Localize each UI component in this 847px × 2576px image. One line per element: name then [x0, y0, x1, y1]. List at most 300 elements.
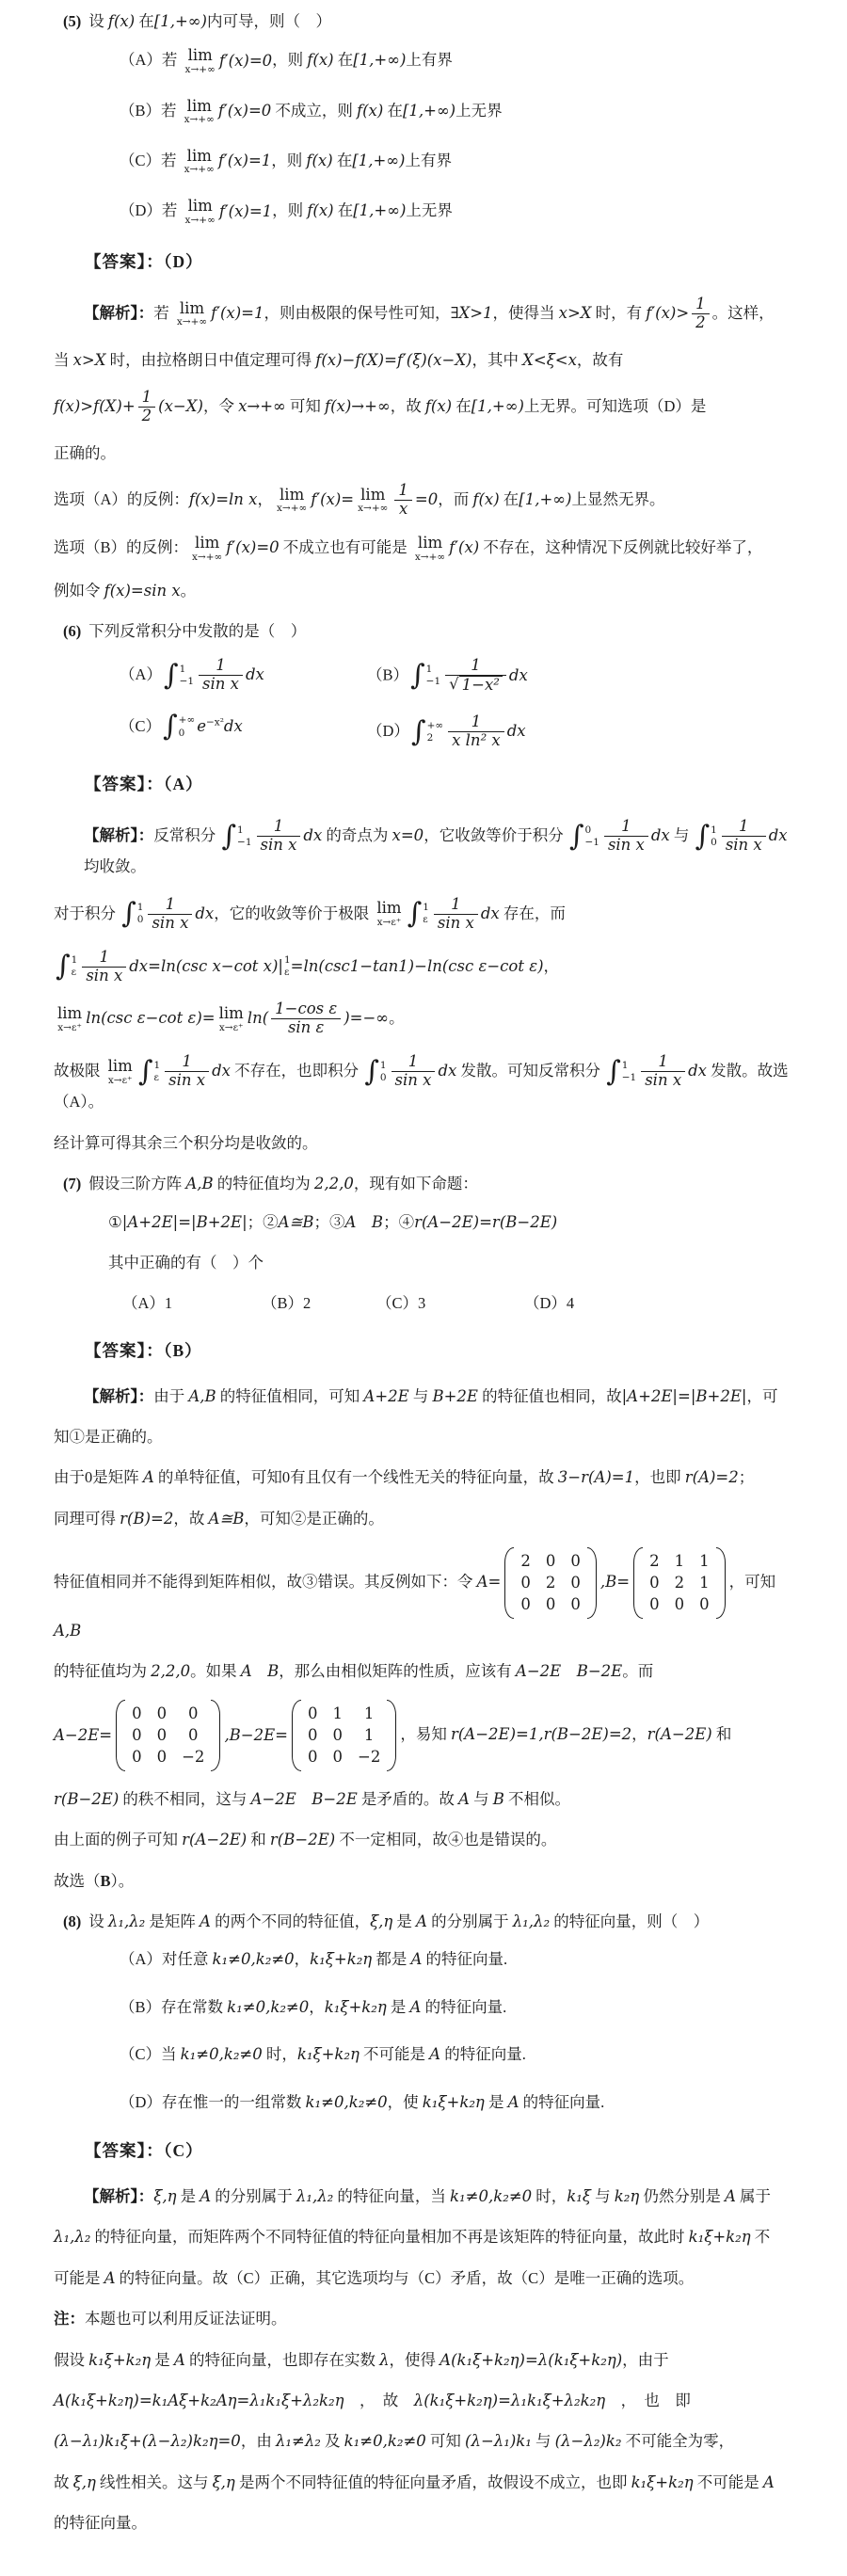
text-run: 上无界 [406, 201, 453, 220]
solution-paragraph [54, 2184, 800, 2209]
math-fraction: $\frac{1}{\text{sin x}}$ [148, 896, 192, 933]
math-limit: lim x→+∞ [184, 147, 215, 176]
matrix-cell: 0 [649, 1594, 660, 1613]
math-run: f(x)>f(X)+ $\frac{1}{2}$ (x−X) [54, 388, 203, 424]
math-run: [1,+∞) [353, 201, 407, 220]
left-paren [292, 1700, 301, 1770]
text-run: 均收敛。 [84, 857, 146, 876]
text-run: ；③ [313, 1212, 345, 1231]
matrix-cell: 2 [545, 1574, 556, 1592]
solution-paragraph [54, 1869, 800, 1894]
math-limit: lim x→+∞ [184, 96, 215, 126]
text-run: 上有界 [405, 152, 452, 170]
math-run: k₁≠0,k₂≠0 [227, 1997, 310, 2016]
math-run: λ [379, 2350, 390, 2369]
options-row [54, 1291, 800, 1316]
options-row [54, 657, 800, 695]
text-run: ， [294, 1950, 311, 1969]
math-integral: ∫ 1 ε [407, 896, 429, 930]
math-run: f(x) [472, 490, 500, 509]
option-item [367, 713, 615, 750]
math-fraction: $\frac{1}{\text{sin x}}$ [392, 1053, 436, 1090]
option-item [120, 710, 367, 750]
solution-paragraph [54, 2266, 800, 2291]
text-run: （C）3 [376, 1294, 426, 1313]
math-integral: ∫ +∞ 2 [410, 714, 444, 748]
integral-sign: ∫ [56, 949, 71, 983]
math-limit: lim x→ε⁺ [218, 1004, 244, 1033]
question-line [54, 1172, 800, 1196]
math-run: [1,+∞) [353, 51, 407, 70]
text-run: 时， [532, 2186, 567, 2205]
math-integral: ∫ 0 −1 [568, 819, 599, 853]
solution-paragraph [54, 2389, 800, 2413]
math-run: A−2E= 0 0 0 0 0 0 0 0 −2 ,B−2E= 0 1 1 0 0 1 0 0 −2 [54, 1726, 400, 1744]
math-limit: lim x→ε⁺ [107, 1057, 133, 1086]
text-run: 的特征向量. [422, 1950, 508, 1969]
math-run: ξ,η [212, 2472, 235, 2491]
text-run: 属于 [735, 2186, 772, 2205]
option-item [54, 47, 800, 74]
matrix-cell: 0 [308, 1704, 318, 1723]
text-run: 在 [332, 152, 353, 170]
text-run: （A）对任意 [120, 1950, 213, 1969]
solution-paragraph [54, 1700, 800, 1770]
math-run: [1,+∞) [153, 12, 207, 30]
matrix [504, 1547, 597, 1618]
text-run: （B）若 [120, 101, 181, 120]
math-fraction: $\frac{1}{2}$ [138, 389, 156, 425]
math-run: x>X [558, 303, 592, 322]
text-run: （D）若 [120, 201, 182, 220]
text-run: 内可导，则（ ） [206, 12, 331, 30]
text-run: ，而 [438, 490, 473, 509]
text-run: ，其中 [471, 350, 523, 369]
matrix-cell: 0 [649, 1574, 660, 1592]
math-run: k₁ξ+k₂η [88, 2350, 152, 2369]
solution-paragraph [54, 2225, 800, 2249]
options-row [54, 710, 800, 750]
text-run: 的特征向量，则（ ） [550, 1912, 710, 1930]
text-run: 上无界 [455, 101, 503, 120]
text-run: ，使得 [389, 2350, 440, 2369]
text-run: 。这样， [711, 303, 775, 322]
solution-paragraph [54, 2511, 800, 2536]
math-run: k₁≠0,k₂≠0 [450, 2186, 533, 2205]
text-run: 在 [499, 490, 519, 509]
math-run: x→+∞ [238, 397, 286, 415]
math-run: f(x)=ln x [188, 490, 258, 509]
math-fraction: $\frac{1}{\text{x ln² x}}$ [448, 713, 504, 750]
text-run: 的分别属于 [426, 1912, 513, 1930]
text-run: (8) 设 [63, 1912, 108, 1930]
option-item [524, 1291, 574, 1316]
text-run: 知①是正确的。 [54, 1428, 163, 1447]
math-run: A(k₁ξ+k₂η)=λ(k₁ξ+k₂η) [439, 2350, 623, 2369]
text-run: 正确的。 [54, 443, 116, 462]
solution-paragraph [54, 1659, 800, 1684]
math-run: r(A−2E) [182, 1831, 248, 1849]
math-run: k₁ξ+k₂η [296, 2045, 360, 2064]
math-run: f(x) [307, 51, 334, 70]
math-run: A [410, 1950, 423, 1969]
text-run: 假设 [54, 2350, 89, 2369]
math-run: B+2E [432, 1386, 478, 1405]
text-run: 【解析】： [84, 2186, 154, 2205]
text-run: （D）4 [524, 1294, 575, 1313]
math-limit: lim x→+∞ [277, 486, 308, 515]
text-run: 可知 [285, 397, 326, 415]
math-run: A,B [185, 1175, 214, 1193]
text-run: ，由 [240, 2432, 276, 2451]
math-run: A B [344, 1212, 384, 1231]
math-integral: ∫ 1 0 [121, 896, 144, 930]
math-run: ∫ +∞ 2 $\frac{1}{\text{x ln² x}}$ dx [410, 712, 526, 750]
math-run: x>X [72, 350, 106, 369]
text-run: 不可能是 [693, 2472, 763, 2491]
math-run: A [762, 2472, 775, 2491]
math-run: (λ−λ₁)k₁ξ+(λ−λ₂)k₂η=0 [54, 2432, 241, 2451]
text-run: 由上面的例子可知 [54, 1831, 183, 1849]
integral-sign: ∫ [410, 714, 426, 748]
text-run: (5) 设 [63, 12, 108, 30]
text-run: （B）存在常数 [120, 1997, 228, 2016]
math-fraction: $\frac{1}{2}$ [692, 296, 710, 332]
matrix-cell: 2 [674, 1574, 685, 1592]
math-run: f(x)→+∞ [325, 397, 391, 415]
integral-sign: ∫ [163, 658, 179, 692]
matrix [116, 1700, 220, 1770]
matrix-cell: 0 [132, 1748, 142, 1767]
solution-paragraph [54, 579, 800, 603]
right-paren [716, 1547, 726, 1618]
math-run: ∫ 1 −1 $\frac{1}{\text{sin x}}$ dx [163, 656, 264, 694]
text-run: 是 [484, 2092, 508, 2111]
math-run: r(B−2E) [269, 1831, 336, 1849]
text-run: 时， [262, 2045, 297, 2064]
solution-paragraph [54, 949, 800, 985]
math-run: f(x)=sin x [104, 581, 181, 600]
math-run: f(x) [307, 201, 334, 220]
text-run: ，则 [272, 201, 308, 220]
math-run: A [104, 2268, 116, 2287]
text-run: 可能是 [54, 2268, 104, 2287]
matrix-cell: 0 [570, 1552, 581, 1571]
solution-paragraph [54, 1384, 800, 1409]
text-run: 的奇点为 [322, 826, 392, 845]
text-run: 的特征向量，而矩阵两个不同特征值的特征向量相加不再是该矩阵的特征向量，故此时 [90, 2228, 689, 2247]
math-run: [1,+∞) [519, 490, 572, 509]
math-run: lim x→+∞ f′(x)=1 [184, 197, 273, 226]
option-item [54, 2042, 800, 2067]
text-run: 【答案】：（D） [85, 251, 203, 271]
text-run: 及 [320, 2432, 344, 2451]
math-run: [1,+∞) [471, 397, 524, 415]
math-run: [1,+∞) [352, 152, 406, 170]
proposition-line [54, 1210, 800, 1235]
text-run: 在 [135, 12, 154, 30]
math-run: A≅B [208, 1509, 245, 1528]
solution-paragraph [54, 1507, 800, 1531]
text-run: 是 [151, 2350, 174, 2369]
math-run: ∃X>1 [450, 303, 493, 322]
solution-document [54, 9, 800, 2536]
integral-sign: ∫ [606, 1054, 621, 1088]
math-run: k₁ξ [567, 2186, 591, 2205]
math-run: ∫ +∞ 0 $e^{-x^2}dx$ [163, 710, 243, 744]
integral-sign: ∫ [695, 819, 711, 853]
text-run: 其中正确的有（ ）个 [108, 1253, 264, 1272]
math-run: k₁ξ+k₂η [688, 2228, 751, 2247]
text-run: 【答案】：（B） [85, 1340, 202, 1360]
integral-sign: ∫ [364, 1054, 379, 1088]
matrix-cell: 2 [520, 1552, 531, 1571]
text-run: 发散。可知反常积分 [456, 1062, 605, 1080]
text-run: 同理可得 [54, 1509, 120, 1528]
math-run: λ₁,λ₂ [512, 1912, 551, 1930]
text-run: ，现有如下命题： [353, 1175, 478, 1193]
math-integral: ∫ +∞ 0 [163, 710, 196, 744]
math-run: x=0 [392, 826, 424, 845]
option-item [54, 148, 800, 175]
math-run: k₁≠0,k₂≠0 [212, 1950, 295, 1969]
text-run: 在 [333, 51, 354, 70]
matrix-cell: 0 [545, 1594, 556, 1613]
math-run: ξ,η [153, 2186, 177, 2205]
math-integral: ∫ 1 −1 [606, 1054, 637, 1088]
math-integral: ∫ 1 ε [137, 1054, 161, 1088]
left-paren [633, 1547, 643, 1618]
matrix-cell: 0 [132, 1704, 142, 1723]
text-run: ， 也 即 [605, 2391, 691, 2409]
text-run: （A）1 [122, 1294, 173, 1313]
math-run: 3−r(A)=1 [557, 1468, 635, 1487]
solution-paragraph [54, 296, 800, 332]
math-limit: lim x→ε⁺ [57, 1004, 83, 1033]
math-limit: lim x→+∞ [192, 534, 223, 563]
text-run: ，也即 [634, 1468, 685, 1487]
left-paren [116, 1700, 125, 1770]
matrix-cell: 0 [520, 1594, 531, 1613]
math-run: ∫ 1 0 $\frac{1}{\text{sin x}}$ dx [695, 817, 788, 855]
text-run: 的特征向量。 [54, 2514, 147, 2533]
text-run: ，它收敛等价于积分 [424, 826, 567, 845]
text-run: 。而 [622, 1662, 654, 1681]
math-run: k₁≠0,k₂≠0 [180, 2045, 263, 2064]
math-run: λ₁,λ₂ [107, 1912, 146, 1930]
text-run: ， [631, 1725, 647, 1744]
right-paren [587, 1547, 597, 1618]
text-run: 【解析】：若 [84, 303, 173, 322]
answer-line [54, 248, 800, 275]
integral-sign: ∫ [221, 819, 237, 853]
math-run: lim x→+∞ f′(x)= lim x→+∞ $\frac{1}{x}$ =0 [277, 481, 439, 519]
text-run: 不存在，也即积分 [230, 1062, 363, 1080]
math-run: A [200, 2186, 212, 2205]
text-run: 经计算可得其余三个积分均是收敛的。 [54, 1133, 318, 1152]
solution-paragraph [54, 1828, 800, 1852]
right-paren [211, 1700, 220, 1770]
math-integral: ∫ 1 −1 [221, 819, 252, 853]
matrix-cell: 1 [699, 1574, 710, 1592]
math-run: A,B [54, 1621, 82, 1640]
text-run: 线性相关。这与 [95, 2472, 213, 2491]
math-run: A−2E B−2E [250, 1789, 358, 1808]
matrix-cell: 1 [363, 1726, 375, 1745]
math-run: lim x→ε⁺ ln(csc ε−cot ε)= lim x→ε⁺ ln( $\frac{\text{1−cos ε}}{\text{sin ε}}$ )=−∞ [57, 1000, 390, 1037]
math-run: lim x→+∞ f′(x)=1 [184, 147, 272, 176]
text-run: 是 [176, 2186, 200, 2205]
solution-paragraph [54, 2471, 800, 2495]
text-run: ，令 [202, 397, 239, 415]
text-run: 都是 [372, 1950, 411, 1969]
math-limit: lim x→+∞ [358, 486, 389, 515]
proposition-line [54, 1251, 800, 1275]
text-run: 。 [389, 1009, 405, 1028]
text-run: 与 [590, 2186, 615, 2205]
text-run: 故极限 [54, 1062, 104, 1080]
math-run: (λ−λ₂)k₂ [554, 2432, 622, 2451]
solution-paragraph [54, 348, 800, 373]
matrix-cell: 0 [188, 1726, 199, 1745]
text-run: ，可知 [728, 1573, 776, 1592]
solution-paragraph [54, 1547, 800, 1643]
answer-line [54, 771, 800, 797]
math-fraction: $\frac{1}{\text{sin x}}$ [165, 1053, 209, 1090]
question-line [54, 9, 800, 34]
math-run: f(x) [424, 397, 453, 415]
matrix-cell: 0 [308, 1726, 318, 1745]
text-run: ，可知②是正确的。 [244, 1509, 384, 1528]
text-run: 存在，而 [499, 904, 566, 922]
right-paren [387, 1700, 396, 1770]
option-item [376, 1291, 524, 1316]
text-run: ， [309, 1997, 325, 2016]
math-fraction: $\frac{1}{\text{sin x}}$ [604, 818, 648, 855]
text-run: 对于积分 [54, 904, 120, 922]
math-run: λ₁,λ₂ [54, 2228, 91, 2247]
matrix-cell: 0 [156, 1704, 168, 1723]
math-run: A,B [188, 1386, 216, 1405]
solution-paragraph [54, 441, 800, 466]
math-run: k₁≠0,k₂≠0 [305, 2092, 388, 2111]
text-run: ，则 [272, 51, 308, 70]
text-run: 与 [408, 1386, 433, 1405]
math-run: ∫ 1 −1 $\frac{1}{\text{sin x}}$ dx [221, 817, 323, 855]
math-run: A [200, 1912, 211, 1930]
text-run: 仍然分别是 [639, 2186, 725, 2205]
math-run: ∫ 1 0 $\frac{1}{\text{sin x}}$ dx [364, 1052, 457, 1090]
text-run: ，易知 [400, 1725, 451, 1744]
matrix-cell: 1 [699, 1552, 710, 1571]
math-run: lim x→+∞ f′(x)=0 [184, 46, 273, 75]
solution-paragraph [54, 1000, 800, 1037]
math-run: λ(k₁ξ+k₂η)=λ₁k₁ξ+λ₂k₂η [413, 2391, 606, 2409]
math-run: r(A)=2 [684, 1468, 739, 1487]
text-run: 【答案】：（A） [85, 775, 203, 794]
solution-paragraph [54, 1465, 800, 1490]
math-run: f(x) [357, 101, 384, 120]
text-run: （C）若 [120, 152, 181, 170]
math-fraction: 1 √ 1−x² [445, 657, 506, 695]
math-fraction: $\frac{1}{\text{sin x}}$ [434, 896, 478, 933]
text-run: (6) 下列反常积分中发散的是（ ） [63, 622, 307, 641]
text-run: 不可能是 [359, 2045, 430, 2064]
matrix-cell: 0 [156, 1748, 168, 1767]
answer-line [54, 2137, 800, 2164]
math-run: r(B)=2 [120, 1509, 174, 1528]
matrix-cell: 0 [520, 1574, 531, 1592]
math-run: A [458, 1789, 470, 1808]
matrix-cell: 0 [674, 1594, 685, 1613]
math-integral: ∫ 1 0 [364, 1054, 387, 1088]
text-run: 是 [386, 1997, 410, 2016]
text-run: 与 [469, 1789, 493, 1808]
text-run: 上显然无界。 [571, 490, 665, 509]
math-run: A [416, 1912, 427, 1930]
matrix-cell: 0 [308, 1748, 318, 1767]
text-run: 上有界 [406, 51, 453, 70]
text-run: 不存在，这种情况下反例就比较好举了， [479, 538, 763, 557]
text-run: 是两个不同特征值的特征向量矛盾，故假设不成立，也即 [234, 2472, 631, 2491]
math-sqrt: √ 1−x² [449, 676, 503, 695]
math-limit: lim x→+∞ [414, 534, 446, 563]
text-run: 在 [452, 397, 471, 415]
math-run: A [429, 2045, 441, 2064]
text-run: 【答案】：（C） [85, 2140, 203, 2160]
math-run: f(x) [107, 12, 136, 30]
sup-sub-pair: 1 ε [283, 953, 291, 979]
solution-paragraph [54, 1131, 800, 1156]
math-run: A= 2 0 0 0 2 0 0 0 0 ,B= 2 1 1 0 2 1 0 0 0 [477, 1573, 729, 1591]
matrix-cell: 0 [332, 1748, 344, 1767]
math-run: k₂η [614, 2186, 640, 2205]
math-limit: lim x→ε⁺ [376, 899, 402, 928]
solution-paragraph [54, 2348, 800, 2373]
math-run: ∫ 1 −1 1 √ 1−x² dx [410, 656, 528, 695]
text-run: ；② [247, 1212, 279, 1231]
solution-paragraph [54, 1053, 800, 1114]
text-run: （B） [367, 665, 409, 684]
math-run: f(x) [306, 152, 333, 170]
text-run: ，使 [387, 2092, 423, 2111]
text-run: ，使得当 [492, 303, 559, 322]
solution-paragraph [54, 1425, 800, 1449]
matrix-cell: 0 [699, 1594, 710, 1613]
matrix-cell: 1 [363, 1704, 375, 1723]
text-run: (7) 假设三阶方阵 [63, 1175, 186, 1193]
text-run: 的特征向量. [421, 1997, 507, 2016]
text-run: 发散。故选（A）。 [54, 1062, 789, 1112]
math-fraction: $\frac{1}{\text{sin x}}$ [641, 1053, 685, 1090]
math-run: A(k₁ξ+k₂η)=k₁Aξ+k₂Aη=λ₁k₁ξ+λ₂k₂η [54, 2391, 344, 2409]
text-run: 的特征向量. [440, 2045, 526, 2064]
text-run: 时，有 [591, 303, 647, 322]
math-run: A+2E [363, 1386, 409, 1405]
solution-paragraph [54, 535, 800, 562]
solution-paragraph [54, 2429, 800, 2454]
text-run: 是矩阵 [145, 1912, 200, 1930]
text-run: 选项（A）的反例： [54, 490, 189, 509]
math-run: lim x→+∞ f′(x)=0 [192, 534, 280, 563]
text-run: （D） [367, 722, 409, 741]
math-run: r(A−2E) [647, 1725, 712, 1744]
text-run: ； [738, 1468, 755, 1487]
integral-sign: ∫ [407, 896, 423, 930]
left-paren [504, 1547, 514, 1618]
text-run: 是 [392, 1912, 417, 1930]
math-run: r(A−2E)=1,r(B−2E)=2 [450, 1725, 632, 1744]
